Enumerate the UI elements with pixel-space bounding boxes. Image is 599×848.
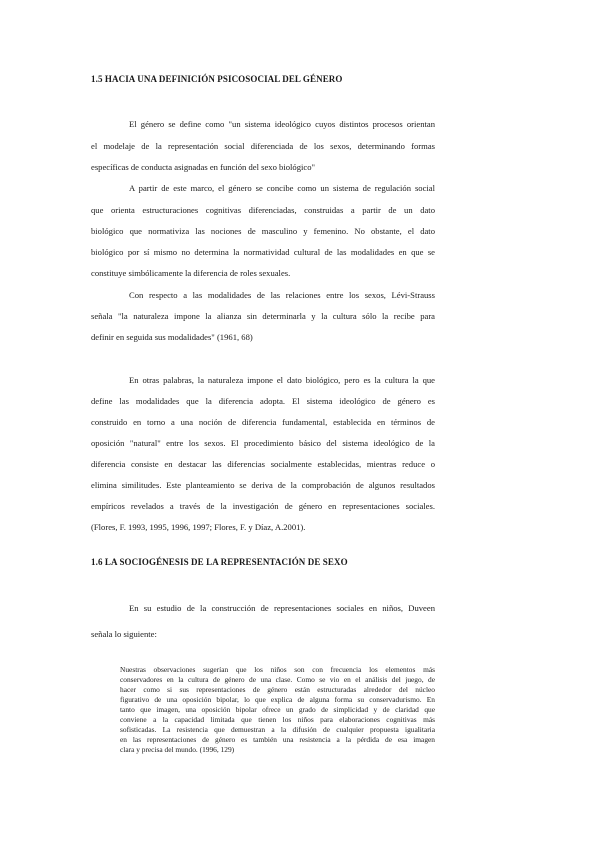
text-line: señala lo siguiente: (91, 629, 157, 639)
quote-line: en las representaciones de género es también una resistencia a la pérdida de esa imagen (120, 735, 435, 744)
text-line: señala "la naturaleza impone la alianza sin determinarla y la cultura sólo la recibe para (91, 311, 435, 321)
quote-line: conviene a la capacidad limitada que tienen los niños para elaboraciones cognitivas más (120, 715, 435, 724)
text-line: constituye simbólicamente la diferencia de roles sexuales. (91, 268, 291, 278)
text-line: específicas de conducta asignadas en función del sexo biológico" (91, 162, 316, 172)
text-line: empíricos revelados a través de la investigación de género en representaciones sociales. (91, 501, 435, 511)
text-line: (Flores, F. 1993, 1995, 1996, 1997; Flores, F. y Díaz, A.2001). (91, 522, 306, 532)
text-line: biológico que normativiza las nociones de masculino y femenino. No obstante, el dato (91, 226, 435, 236)
section-heading-1-6: 1.6 LA SOCIOGÉNESIS DE LA REPRESENTACIÓN DE SEXO (91, 557, 348, 567)
quote-line: hacer como si sus representaciones de género están estructuradas alrededor del núcleo (120, 685, 435, 694)
text-line: que orienta estructuraciones cognitivas diferenciadas, construidas a partir de un dato (91, 205, 435, 215)
text-line: define las modalidades que la diferencia adopta. El sistema ideológico de género es (91, 396, 435, 406)
text-line: Con respecto a las modalidades de las relaciones entre los sexos, Lévi-Strauss (129, 290, 435, 300)
section-heading-1-5: 1.5 HACIA UNA DEFINICIÓN PSICOSOCIAL DEL GÉNERO (91, 74, 343, 84)
text-line: El género se define como "un sistema ideológico cuyos distintos procesos orientan (129, 119, 435, 129)
text-line: construido en torno a una noción de diferencia fundamental, establecida en términos de (91, 417, 435, 427)
text-line: A partir de este marco, el género se concibe como un sistema de regulación social (129, 183, 435, 193)
text-line: elimina similitudes. Este planteamiento se deriva de la comprobación de algunos resultados (91, 480, 435, 490)
text-line: definir en seguida sus modalidades" (1961, 68) (91, 332, 253, 342)
text-line: oposición "natural" entre los sexos. El procedimiento básico del sistema ideológico de la (91, 438, 435, 448)
text-line: En su estudio de la construcción de representaciones sociales en niños, Duveen (129, 603, 435, 613)
text-line: En otras palabras, la naturaleza impone el dato biológico, pero es la cultura la que (129, 375, 435, 385)
quote-line: clara y precisa del mundo. (1996, 129) (120, 745, 235, 754)
quote-line: tanto que imagen, una oposición bipolar ofrece un grado de simplicidad y de claridad que (120, 705, 435, 714)
quote-line: figurativo de una oposición bipolar, lo que explica de alguna forma su conservadurismo. En (120, 695, 435, 704)
text-line: biológico por sí mismo no determina la normatividad cultural de las modalidades en que se (91, 247, 435, 257)
quote-line: conservadores en la cultura de género de una clase. Como se vio en el análisis del juego, de (120, 675, 435, 684)
quote-line: Nuestras observaciones sugerían que los niños son con frecuencia los elementos más (120, 665, 435, 674)
text-line: el modelaje de la representación social diferenciada de los sexos, determinando formas (91, 141, 435, 151)
quote-line: sofisticadas. La resistencia que demuestran a la difusión de cualquier propuesta igualitaria (120, 725, 435, 734)
text-line: diferencia consiste en destacar las diferencias socialmente establecidas, mientras reduce o (91, 459, 435, 469)
